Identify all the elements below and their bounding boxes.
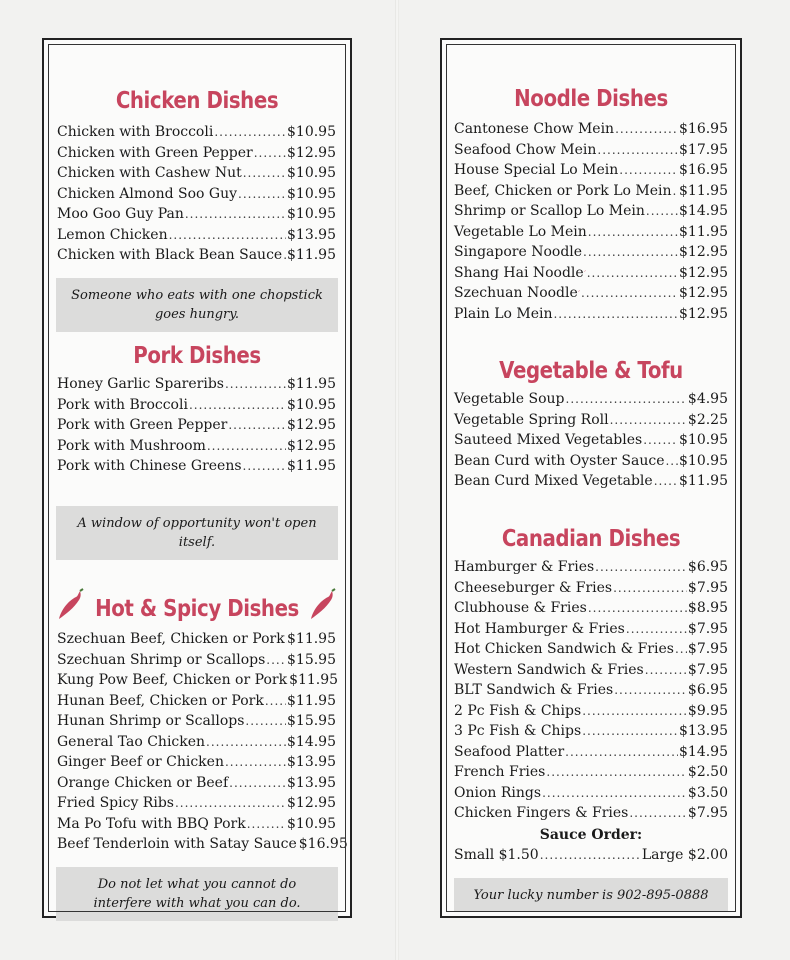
- leader-dots: [619, 163, 678, 177]
- leader-dots: [614, 683, 687, 697]
- chili-pepper-icon: [578, 285, 580, 297]
- menu-item-name: Kung Pow Beef, Chicken or Pork: [57, 672, 288, 688]
- menu-item-name: Chicken with Green Pepper: [57, 144, 253, 161]
- menu-item: [57, 734, 336, 755]
- menu-item-name: Szechuan Noodle: [454, 285, 578, 301]
- menu-item-price: $11.95: [287, 376, 336, 392]
- noodle-dishes-list: [454, 121, 728, 326]
- menu-item-name: Vegetable Lo Mein: [454, 223, 587, 240]
- leader-dots: [654, 474, 678, 488]
- menu-item-name: Cantonese Chow Mein: [454, 121, 615, 137]
- menu-item: [57, 165, 336, 186]
- menu-item-name: Vegetable Soup: [454, 391, 565, 407]
- menu-item-name: Western Sandwich & Fries: [454, 661, 644, 678]
- menu-item-price: $10.95: [287, 815, 336, 832]
- menu-item-name: Seafood Chow Mein: [454, 141, 597, 158]
- menu-item-name: Bean Curd Mixed Vegetable: [454, 473, 653, 489]
- menu-item: [57, 631, 336, 652]
- menu-item-name: House Special Lo Mein: [454, 162, 619, 178]
- menu-item-name: Honey Garlic Spareribs: [57, 376, 224, 392]
- menu-item: [454, 785, 728, 806]
- canadian-dishes-title: Canadian Dishes: [501, 526, 681, 552]
- menu-item-name: Beef, Chicken or Pork Lo Mein: [454, 182, 672, 199]
- chili-pepper-icon: [308, 588, 338, 622]
- menu-item: [454, 203, 728, 224]
- chili-pepper-icon: [56, 588, 86, 622]
- leader-dots: [629, 806, 687, 820]
- left-menu-panel: [42, 38, 352, 918]
- menu-item-price: $11.95: [287, 631, 336, 647]
- menu-item-name: Chicken with Cashew Nut: [57, 165, 242, 181]
- menu-item-price: $14.95: [679, 203, 728, 219]
- hot-spicy-dishes-list: [57, 631, 348, 857]
- leader-dots: [673, 184, 679, 198]
- leader-dots: [645, 663, 687, 677]
- menu-item-price: $11.95: [287, 458, 336, 474]
- menu-item: [454, 662, 728, 683]
- chicken-dishes-title: Chicken Dishes: [115, 88, 279, 114]
- menu-item: [57, 672, 339, 693]
- menu-item-name: Pork with Chinese Greens: [57, 458, 242, 474]
- menu-item-price: $12.95: [679, 285, 728, 301]
- menu-item-price: $12.95: [679, 244, 728, 260]
- menu-item-price: $12.95: [287, 417, 336, 433]
- menu-item-name: Onion Rings: [454, 784, 542, 801]
- menu-item-price: $11.95: [679, 223, 728, 240]
- menu-item-price: $6.95: [687, 559, 728, 575]
- menu-item-name: Hamburger & Fries: [454, 559, 595, 575]
- menu-item: [454, 121, 728, 142]
- menu-item: [57, 795, 336, 816]
- menu-item: [57, 754, 336, 775]
- leader-dots: [169, 228, 286, 242]
- menu-item-price: $13.95: [287, 226, 336, 243]
- fortune-quote-text: A window of opportunity won't open itself.: [77, 516, 317, 550]
- menu-item-price: $10.95: [287, 396, 336, 413]
- leader-dots: [610, 413, 687, 427]
- menu-item-name: 2 Pc Fish & Chips: [454, 702, 582, 719]
- leader-dots: [587, 266, 678, 280]
- leader-dots: [566, 392, 687, 406]
- menu-item-price: $2.25: [687, 411, 728, 428]
- menu-item: [454, 162, 728, 183]
- menu-item-name: Vegetable Spring Roll: [454, 411, 609, 428]
- leader-dots: [646, 204, 678, 218]
- sauce-order-heading: Sauce Order:: [539, 827, 643, 843]
- menu-item: [57, 713, 336, 734]
- noodle-dishes-title: Noodle Dishes: [514, 86, 668, 112]
- menu-item: [57, 247, 336, 268]
- menu-item: [454, 285, 728, 306]
- menu-item: [57, 836, 348, 857]
- menu-item: [57, 693, 336, 714]
- menu-item-price: $11.95: [289, 672, 339, 688]
- menu-item: [454, 432, 728, 453]
- menu-item-name: 3 Pc Fish & Chips: [454, 723, 582, 739]
- canadian-dishes-list: [454, 559, 728, 826]
- right-menu-panel: [440, 38, 742, 918]
- leader-dots: [582, 704, 687, 718]
- leader-dots: [588, 601, 687, 615]
- chili-pepper-icon: [584, 265, 586, 277]
- menu-item-price: $7.95: [687, 579, 728, 596]
- menu-item: [57, 417, 336, 438]
- menu-item-name: Hot Hamburger & Fries: [454, 620, 625, 637]
- leader-dots: [228, 418, 286, 432]
- menu-item: [454, 703, 728, 724]
- menu-item-price: $11.95: [679, 473, 728, 489]
- leader-dots: [245, 714, 286, 728]
- chicken-dishes-list: [57, 124, 336, 268]
- menu-item-name: Chicken Fingers & Fries: [454, 805, 629, 821]
- menu-item-name: Shrimp or Scallop Lo Mein: [454, 203, 645, 219]
- menu-item: [454, 641, 728, 662]
- leader-dots: [597, 143, 678, 157]
- menu-item: [454, 473, 728, 494]
- fortune-quote: [56, 278, 338, 332]
- menu-item-name: Chicken Almond Soo Guy: [57, 185, 238, 202]
- menu-item-name: Hunan Beef, Chicken or Pork: [57, 692, 264, 709]
- leader-dots: [254, 146, 286, 160]
- leader-dots: [546, 765, 687, 779]
- menu-item: [57, 206, 336, 227]
- lucky-number-text: Your lucky number is 902-895-0888: [473, 887, 709, 903]
- leader-dots: [540, 848, 641, 862]
- menu-item: [57, 376, 336, 397]
- menu-item-name: Fried Spicy Ribs: [57, 795, 174, 811]
- menu-item-name: BLT Sandwich & Fries: [454, 682, 614, 698]
- menu-item-name: French Fries: [454, 764, 546, 780]
- leader-dots: [615, 122, 678, 136]
- menu-item: [57, 816, 336, 837]
- leader-dots: [266, 653, 286, 667]
- menu-item: [454, 580, 728, 601]
- leader-dots: [243, 459, 286, 473]
- menu-item-name: Pork with Green Pepper: [57, 417, 228, 433]
- menu-item-name: Beef Tenderloin with Satay Sauce: [57, 836, 297, 852]
- menu-item: [454, 805, 728, 826]
- menu-item: [454, 621, 728, 642]
- menu-item-price: $10.95: [287, 165, 336, 181]
- leader-dots: [225, 755, 286, 769]
- leader-dots: [553, 307, 678, 321]
- leader-dots: [207, 439, 286, 453]
- sauce-large: Large $2.00: [641, 847, 728, 863]
- vegetable-tofu-list: [454, 391, 728, 494]
- menu-item-price: $2.50: [687, 764, 728, 780]
- leader-dots: [185, 207, 286, 221]
- menu-item-price: $12.95: [679, 305, 728, 322]
- menu-item: [454, 224, 728, 245]
- menu-item-name: Chicken with Broccoli: [57, 124, 214, 140]
- pork-dishes-title: Pork Dishes: [133, 343, 261, 369]
- menu-item-name: Plain Lo Mein: [454, 305, 553, 322]
- leader-dots: [581, 286, 678, 300]
- menu-item-price: $8.95: [687, 600, 728, 616]
- leader-dots: [665, 454, 678, 468]
- leader-dots: [626, 622, 687, 636]
- menu-item-price: $10.95: [287, 124, 336, 140]
- menu-item-name: Clubhouse & Fries: [454, 600, 587, 616]
- menu-item-price: $16.95: [679, 121, 728, 137]
- leader-dots: [595, 560, 687, 574]
- leader-dots: [542, 786, 687, 800]
- menu-item-price: $12.95: [287, 795, 336, 811]
- menu-item-price: $12.95: [679, 264, 728, 281]
- menu-item-price: $16.95: [679, 162, 728, 178]
- leader-dots: [225, 377, 286, 391]
- leader-dots: [588, 225, 678, 239]
- fortune-quote: [56, 867, 338, 921]
- menu-item-price: $13.95: [287, 774, 336, 791]
- menu-item-price: $12.95: [287, 437, 336, 454]
- pork-dishes-list: [57, 376, 336, 479]
- menu-item: [57, 124, 336, 145]
- menu-item-price: $11.95: [287, 247, 336, 263]
- menu-item-price: $7.95: [687, 620, 728, 637]
- menu-item-price: $10.95: [287, 206, 336, 222]
- menu-item-name: Chicken with Black Bean Sauce: [57, 247, 283, 263]
- menu-item-price: $10.95: [679, 432, 728, 448]
- menu-item-price: $4.95: [687, 391, 728, 407]
- menu-item: [454, 412, 728, 433]
- menu-item: [454, 265, 728, 286]
- leader-dots: [583, 245, 678, 259]
- menu-item-name: Moo Goo Guy Pan: [57, 206, 184, 222]
- menu-item-name: Pork with Broccoli: [57, 396, 188, 413]
- menu-item-price: $13.95: [679, 723, 728, 739]
- leader-dots: [247, 817, 286, 831]
- menu-item-name: Szechuan Shrimp or Scallops: [57, 651, 266, 668]
- menu-item-price: $12.95: [287, 144, 336, 161]
- leader-dots: [243, 166, 286, 180]
- menu-item: [57, 775, 336, 796]
- menu-item-price: $16.95: [298, 836, 348, 852]
- menu-item-price: $6.95: [687, 682, 728, 698]
- sauce-small: Small $1.50: [454, 847, 539, 863]
- menu-item-name: Ginger Beef or Chicken: [57, 754, 224, 770]
- menu-item-name: Seafood Platter: [454, 743, 565, 760]
- menu-item-price: $10.95: [287, 185, 336, 202]
- menu-item: [57, 458, 336, 479]
- menu-item-name: Hunan Shrimp or Scallops: [57, 713, 245, 729]
- menu-item-name: Sauteed Mixed Vegetables: [454, 432, 643, 448]
- menu-item-price: $11.95: [679, 182, 728, 199]
- menu-item: [454, 764, 728, 785]
- menu-item: [57, 438, 336, 459]
- menu-item: [454, 183, 728, 204]
- fortune-quote-text: Someone who eats with one chopstick goes hungry.: [71, 288, 323, 322]
- leader-dots: [265, 694, 286, 708]
- menu-item: [454, 600, 728, 621]
- menu-item: [57, 186, 336, 207]
- leader-dots: [675, 642, 687, 656]
- menu-item: [454, 142, 728, 163]
- menu-item-price: $15.95: [287, 651, 336, 668]
- leader-dots: [206, 735, 286, 749]
- menu-item-price: $3.50: [687, 784, 728, 801]
- menu-item: [454, 391, 728, 412]
- menu-item: [454, 744, 728, 765]
- menu-item: [454, 306, 728, 327]
- menu-item-name: General Tao Chicken: [57, 733, 206, 750]
- menu-item-price: $7.95: [687, 805, 728, 821]
- menu-item: [57, 397, 336, 418]
- menu-item-price: $13.95: [287, 754, 336, 770]
- page-fold: [395, 0, 399, 960]
- menu-item-name: Singapore Noodle: [454, 244, 583, 260]
- leader-dots: [582, 724, 678, 738]
- menu-item-price: $14.95: [287, 733, 336, 750]
- menu-item-price: $14.95: [679, 743, 728, 760]
- menu-item: [454, 453, 728, 474]
- menu-item-name: Pork with Mushroom: [57, 437, 206, 454]
- hot-spicy-dishes-title: Hot & Spicy Dishes: [95, 596, 299, 622]
- menu-item-price: $15.95: [287, 713, 336, 729]
- leader-dots: [643, 433, 678, 447]
- menu-item: [454, 559, 728, 580]
- leader-dots: [283, 248, 286, 262]
- leader-dots: [189, 398, 286, 412]
- sauce-order-list: [454, 847, 728, 868]
- vegetable-tofu-title: Vegetable & Tofu: [499, 358, 683, 384]
- menu-item-name: Ma Po Tofu with BBQ Pork: [57, 815, 246, 832]
- menu-item-price: $7.95: [687, 661, 728, 678]
- menu-item-price: $9.95: [687, 702, 728, 719]
- leader-dots: [229, 776, 286, 790]
- leader-dots: [565, 745, 678, 759]
- menu-item: [454, 723, 728, 744]
- menu-item-price: $11.95: [287, 692, 336, 709]
- menu-item-name: Hot Chicken Sandwich & Fries: [454, 641, 674, 657]
- menu-item-name: Shang Hai Noodle: [454, 264, 584, 281]
- lucky-number-box: [454, 878, 728, 912]
- fortune-quote: [56, 506, 338, 560]
- menu-item: [57, 652, 336, 673]
- menu-item-price: $17.95: [679, 141, 728, 158]
- menu-item-name: Bean Curd with Oyster Sauce: [454, 452, 665, 469]
- menu-item: [454, 244, 728, 265]
- menu-item: [57, 145, 336, 166]
- menu-item: [454, 682, 728, 703]
- menu-item-name: Szechuan Beef, Chicken or Pork: [57, 631, 285, 647]
- menu-item-price: $10.95: [679, 452, 728, 469]
- menu-item-name: Orange Chicken or Beef: [57, 774, 229, 791]
- fortune-quote-text: Do not let what you cannot do interfere with what you can do.: [93, 877, 301, 911]
- menu-item-price: $7.95: [687, 641, 728, 657]
- leader-dots: [214, 125, 286, 139]
- menu-item-name: Cheeseburger & Fries: [454, 579, 613, 596]
- menu-item: [57, 227, 336, 248]
- leader-dots: [238, 187, 286, 201]
- menu-item-name: Lemon Chicken: [57, 226, 168, 243]
- leader-dots: [613, 581, 687, 595]
- sauce-order-row: [454, 847, 728, 868]
- leader-dots: [175, 796, 286, 810]
